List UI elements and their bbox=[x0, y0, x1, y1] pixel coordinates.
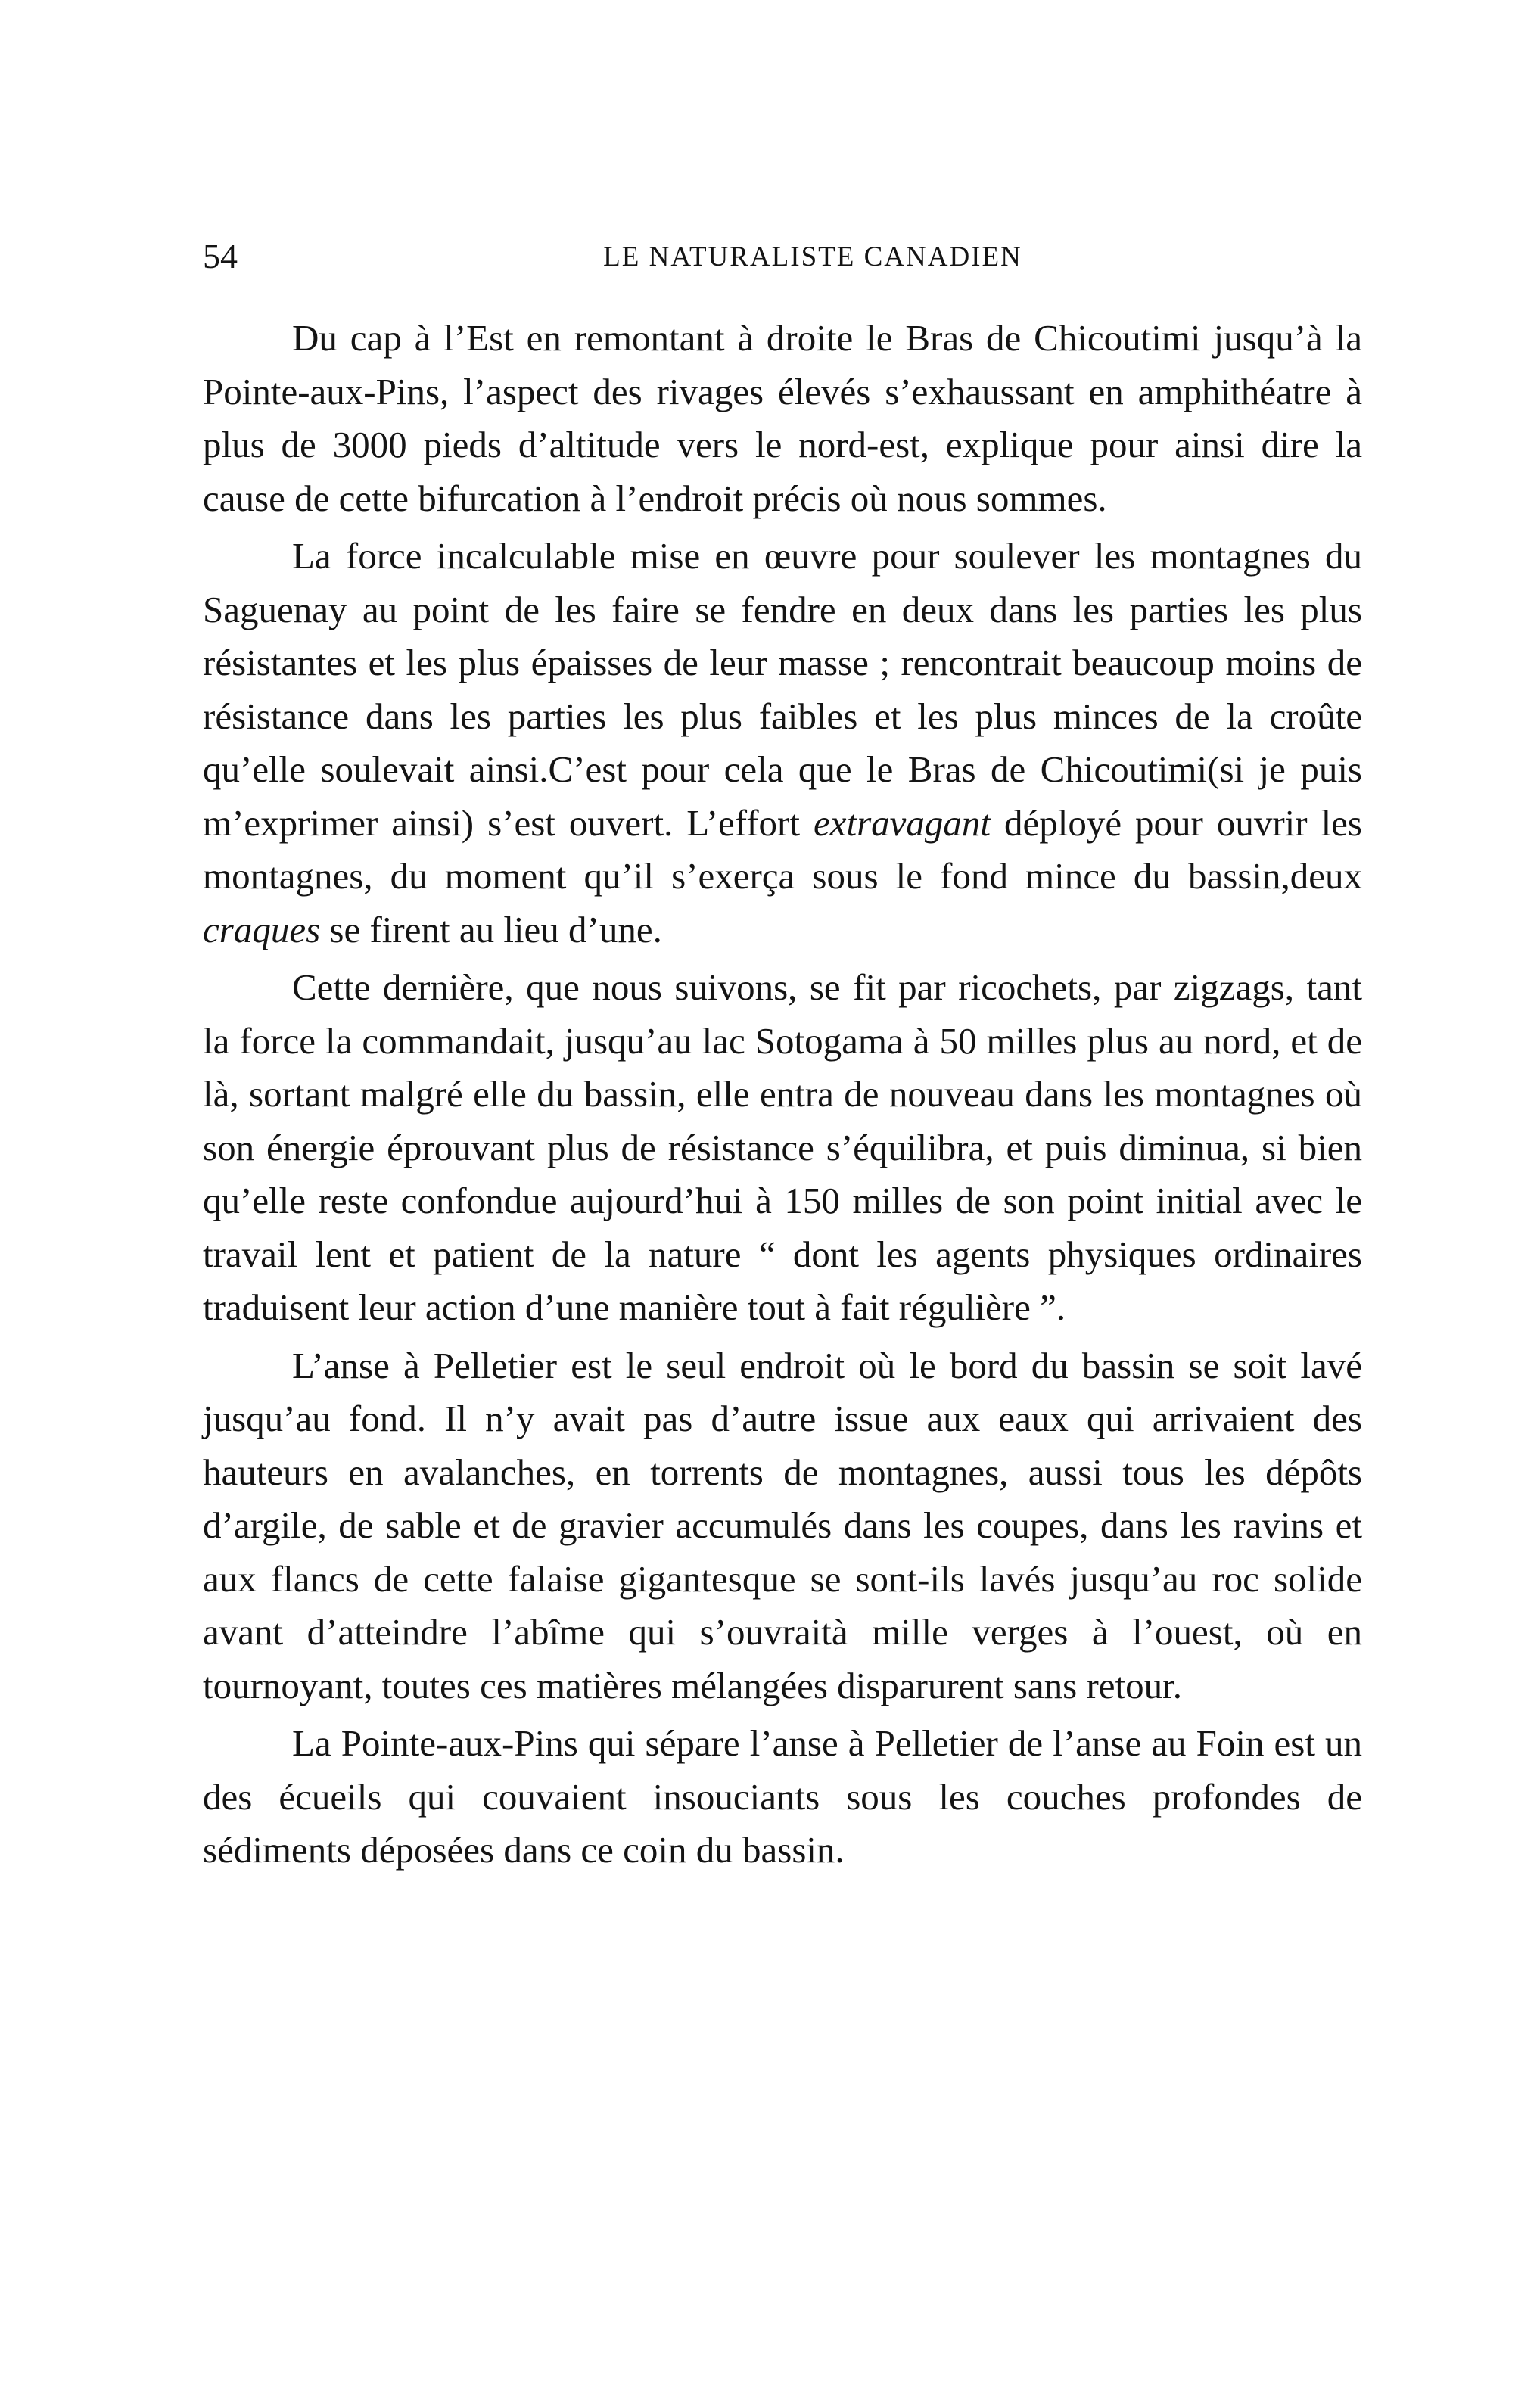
book-page bbox=[203, 236, 1362, 1882]
paragraph-text: Cette dernière, que nous suivons, se fit par ricochets, par zigzags, tant la force la commandait, jusqu’au lac Sotogama à 50 milles plus au nord, et de là, sortant malgré elle du bassin, elle entra de nouveau dans les montagnes où son énergie éprouvant plus de résistance s’équilibra, et puis diminua, si bien qu’elle reste confondue aujourd’hui à 150 milles de son point initial avec le travail lent et patient de la nature “ dont les agents physiques ordinaires traduisent leur action d’une manière tout à fait régulière ”. bbox=[203, 966, 1362, 1328]
paragraph-text: se firent au lieu d’une. bbox=[320, 908, 662, 950]
journal-title: LE NATURALISTE CANADIEN bbox=[603, 241, 1022, 272]
paragraph-4 bbox=[203, 1339, 1362, 1713]
paragraph-text: L’anse à Pelletier est le seul endroit où le bord du bassin se soit lavé jusqu’au fond. Il n’y avait pas d’autre issue aux eaux qui arrivaient des hauteurs en avalanches, en torrents de montagnes, aussi tous les dépôts d’argile, de sable et de gravier accumulés dans les coupes, dans les ravins et aux flancs de cette falaise gigantesque se sont-ils lavés jusqu’au roc solide avant d’atteindre l’abîme qui s’ouvraità mille verges à l’ouest, où en tournoyant, toutes ces matières mélangées disparurent sans retour. bbox=[203, 1344, 1362, 1706]
running-header bbox=[203, 236, 1362, 281]
paragraph-text: Du cap à l’Est en remontant à droite le Bras de Chicoutimi jusqu’à la Pointe-aux-Pins, l’aspect des rivages élevés s’exhaussant en amphithéatre à plus de 3000 pieds d’altitude vers le nord-est, explique pour ainsi dire la cause de cette bifurcation à l’endroit précis où nous sommes. bbox=[203, 317, 1362, 519]
body-text bbox=[203, 312, 1362, 1877]
paragraph-text: déployé pour ouvrir les montagnes, du moment qu’il s’exerça sous le fond mince du bassin,deux bbox=[203, 801, 1362, 897]
paragraph-3 bbox=[203, 961, 1362, 1335]
paragraph-1 bbox=[203, 312, 1362, 525]
paragraph-text: La force incalculable mise en œuvre pour soulever les montagnes du Saguenay au point de les faire se fendre en deux dans les parties les plus résistantes et les plus épaisses de leur masse ; rencontrait beaucoup moins de résistance dans les parties les plus faibles et les plus minces de la croûte qu’elle soulevait ainsi.C’est pour cela que le Bras de Chicoutimi(si je puis m’exprimer ainsi) s’est ouvert. L’effort bbox=[203, 535, 1362, 844]
paragraph-2 bbox=[203, 530, 1362, 956]
page-number: 54 bbox=[203, 237, 238, 275]
italic-word: craques bbox=[203, 908, 321, 950]
paragraph-text: La Pointe-aux-Pins qui sépare l’anse à Pelletier de l’anse au Foin est un des écueils qui couvaient insouciants sous les couches profondes de sédiments déposées dans ce coin du bassin. bbox=[203, 1722, 1362, 1871]
italic-word: extravagant bbox=[813, 801, 991, 844]
paragraph-5 bbox=[203, 1717, 1362, 1877]
